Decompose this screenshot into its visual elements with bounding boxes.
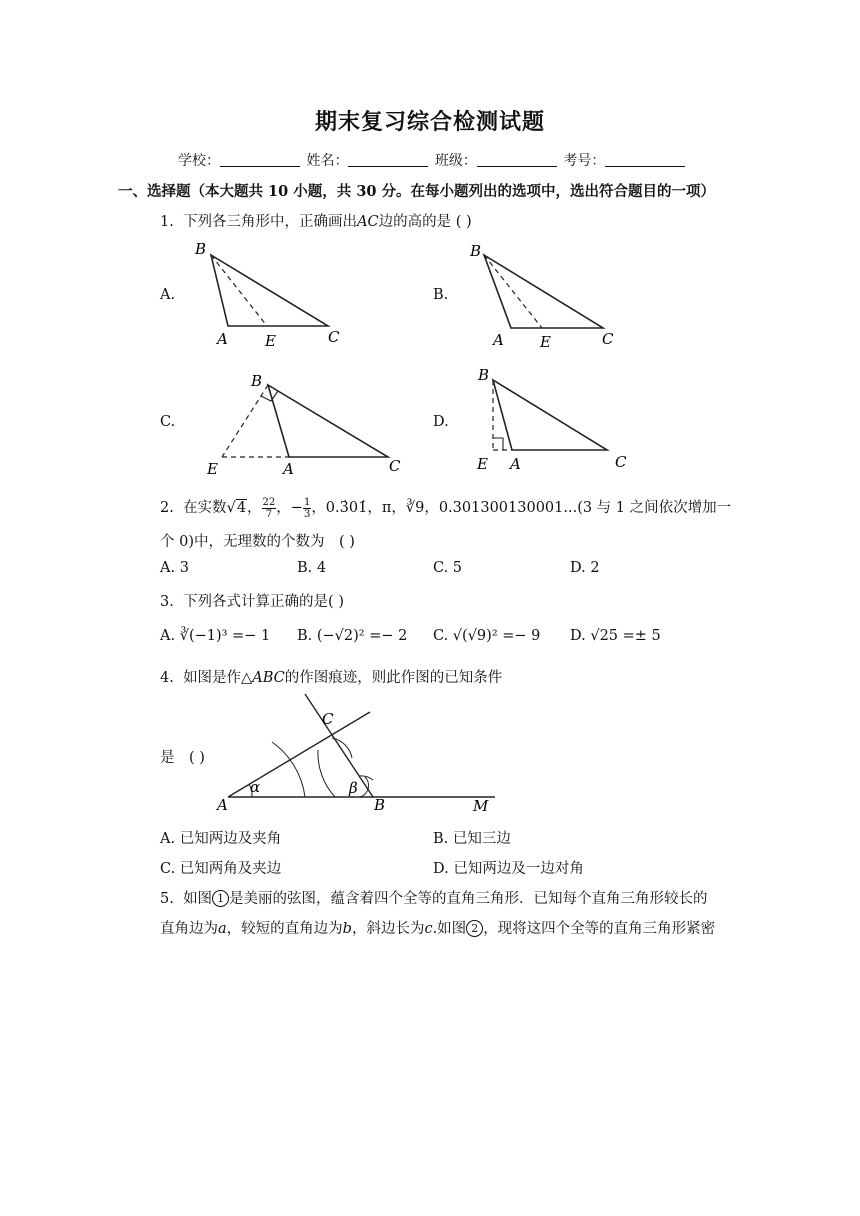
- q1a-label-b: B: [195, 240, 207, 258]
- q1c-label-a: A: [283, 460, 294, 478]
- q1-figure-a: [190, 238, 350, 350]
- exam-no-label: 考号：: [563, 153, 606, 169]
- q1-option-d-label[interactable]: D.: [433, 414, 449, 430]
- question-2-line-1: 2. 在实数√4， $\frac{22}{7}$ ，− $\frac{1}{3}$ ，0.3̇01̇，π，∛9，0.301300130001...(3 与 1 之间依次增加一: [160, 496, 732, 520]
- q4-label-alpha: α: [250, 778, 261, 796]
- q2-frac2-den: 3: [303, 508, 311, 520]
- q5-figure-2-marker: 2: [466, 920, 483, 937]
- name-label: 姓名：: [306, 153, 349, 169]
- q1-option-c-label[interactable]: C.: [160, 414, 176, 430]
- q1-figure-c: [200, 366, 415, 478]
- q3-option-d[interactable]: [570, 628, 661, 644]
- q4-label-a: A: [217, 796, 228, 814]
- q1a-label-c: C: [328, 328, 340, 346]
- q1d-label-b: B: [478, 366, 490, 384]
- q1-ac: AC: [357, 214, 379, 230]
- q1-figure-b: [463, 238, 628, 350]
- q4-abc: ABC: [252, 670, 285, 686]
- q4-label-c: C: [322, 710, 334, 728]
- q1d-label-a: A: [510, 455, 521, 473]
- q4-text-b: 的作图痕迹，则此作图的已知条件: [284, 670, 503, 686]
- q3-c-label: C.: [433, 628, 449, 644]
- question-5-line-1: [160, 887, 708, 908]
- student-info-line: [178, 150, 687, 170]
- q1b-label-c: C: [602, 330, 614, 348]
- q3-a-label: A.: [160, 628, 176, 644]
- q5-text-d: ，较短的直角边为: [226, 921, 343, 937]
- question-3: [160, 590, 344, 611]
- q1a-label-e: E: [265, 332, 276, 350]
- q2-fraction-22-7: [262, 497, 277, 520]
- q4-label-m: M: [473, 797, 489, 815]
- q3-a-expr: ∛(−1)³ =− 1: [179, 628, 271, 644]
- q4-construction-figure: [210, 692, 510, 818]
- q1-text-a: 下列各三角形中，正确画出: [183, 214, 358, 230]
- q3-option-a[interactable]: [160, 628, 270, 644]
- q2-option-c[interactable]: C. 5: [433, 560, 463, 576]
- q3-number: 3.: [160, 594, 174, 610]
- q1d-label-e: E: [477, 455, 488, 473]
- section-heading: 一、选择题（本大题共 10 小题，共 30 分。在每小题列出的选项中，选出符合题目的一项）: [118, 183, 716, 200]
- q1-number: 1.: [160, 214, 174, 230]
- q4-label-b: B: [374, 796, 386, 814]
- q4-text-a: 如图是作△: [183, 670, 253, 686]
- q5-var-b: b: [342, 921, 352, 937]
- q3-option-c[interactable]: [433, 628, 540, 644]
- question-5-line-2: [160, 917, 715, 938]
- q1c-label-b: B: [251, 372, 263, 390]
- q2-frac2-num: 1: [303, 496, 311, 508]
- q2-sqrt4: 4: [236, 500, 247, 516]
- q2-number: 2.: [160, 500, 174, 516]
- q5-var-a: a: [218, 921, 227, 937]
- q2-frac-num: 22: [262, 496, 276, 508]
- q4-option-d[interactable]: D. 已知两边及一边对角: [433, 861, 584, 877]
- q1b-label-a: A: [493, 331, 504, 349]
- q2-option-a[interactable]: A. 3: [160, 560, 189, 576]
- q5-text-e: ，斜边长为: [351, 921, 425, 937]
- class-label: 班级：: [434, 153, 477, 169]
- q1a-label-a: A: [217, 330, 228, 348]
- page-title: 期末复习综合检测试题: [314, 109, 545, 135]
- q4-is-bracket: 是 ( ): [160, 750, 205, 766]
- q4-option-c[interactable]: C. 已知两角及夹边: [160, 861, 282, 877]
- q5-number: 5.: [160, 891, 174, 907]
- q5-var-c: c: [424, 921, 433, 937]
- q5-text-b: 是美丽的弦图，蕴含着四个全等的直角三角形．已知每个直角三角形较长的: [229, 891, 708, 907]
- q5-figure-1-marker: 1: [212, 890, 229, 907]
- question-1: [160, 210, 472, 231]
- q2-repeating-decimal: ，0.3̇01̇: [311, 500, 368, 516]
- exam-no-blank[interactable]: [605, 152, 685, 167]
- school-label: 学校：: [178, 153, 220, 169]
- q2-frac-den: 7: [265, 508, 273, 520]
- q4-option-a[interactable]: A. 已知两边及夹角: [160, 831, 282, 847]
- q5-text-g: ，现将这四个全等的直角三角形紧密: [483, 921, 716, 937]
- school-blank[interactable]: [220, 152, 300, 167]
- q2-option-b[interactable]: B. 4: [297, 560, 327, 576]
- q1-option-b-label[interactable]: B.: [433, 287, 449, 303]
- q3-text: 下列各式计算正确的是( ): [183, 594, 344, 610]
- q3-option-b[interactable]: [297, 628, 407, 644]
- q4-label-beta: β: [349, 779, 358, 797]
- question-2-line-2: 个 0)中，无理数的个数为 ( ): [160, 534, 355, 550]
- q3-c-expr: √(√9)² =− 9: [452, 628, 541, 644]
- q1-text-b: 边的高的是 ( ): [378, 214, 472, 230]
- q1-figure-d: [472, 364, 637, 476]
- q1c-label-e: E: [207, 460, 218, 478]
- class-blank[interactable]: [477, 152, 557, 167]
- q1b-label-e: E: [540, 333, 551, 350]
- question-4: [160, 666, 502, 687]
- q2-neg: ，−: [276, 500, 303, 516]
- q1b-label-b: B: [470, 242, 482, 260]
- q4-option-b[interactable]: B. 已知三边: [433, 831, 511, 847]
- q2-text-a: 在实数: [183, 500, 227, 516]
- q2-text-b: ，0.301300130001...(3 与 1 之间依次增加一: [424, 500, 732, 516]
- q3-d-label: D.: [570, 628, 586, 644]
- q1-option-a-label[interactable]: A.: [160, 287, 176, 303]
- q3-b-label: B.: [297, 628, 313, 644]
- q2-pi: ，π，: [367, 500, 406, 516]
- q5-text-a: 如图: [183, 891, 213, 907]
- q3-b-expr: (−√2)² =− 2: [316, 628, 408, 644]
- q1c-label-c: C: [389, 457, 401, 475]
- q5-text-f: .如图: [432, 921, 467, 937]
- q4-number: 4.: [160, 670, 174, 686]
- q5-text-c: 直角边为: [160, 921, 218, 937]
- q2-option-d[interactable]: D. 2: [570, 560, 600, 576]
- q1d-label-c: C: [615, 453, 627, 471]
- name-blank[interactable]: [348, 152, 428, 167]
- q3-d-expr: √25 =± 5: [590, 628, 661, 644]
- q2-cbrt9: ∛9: [405, 500, 425, 516]
